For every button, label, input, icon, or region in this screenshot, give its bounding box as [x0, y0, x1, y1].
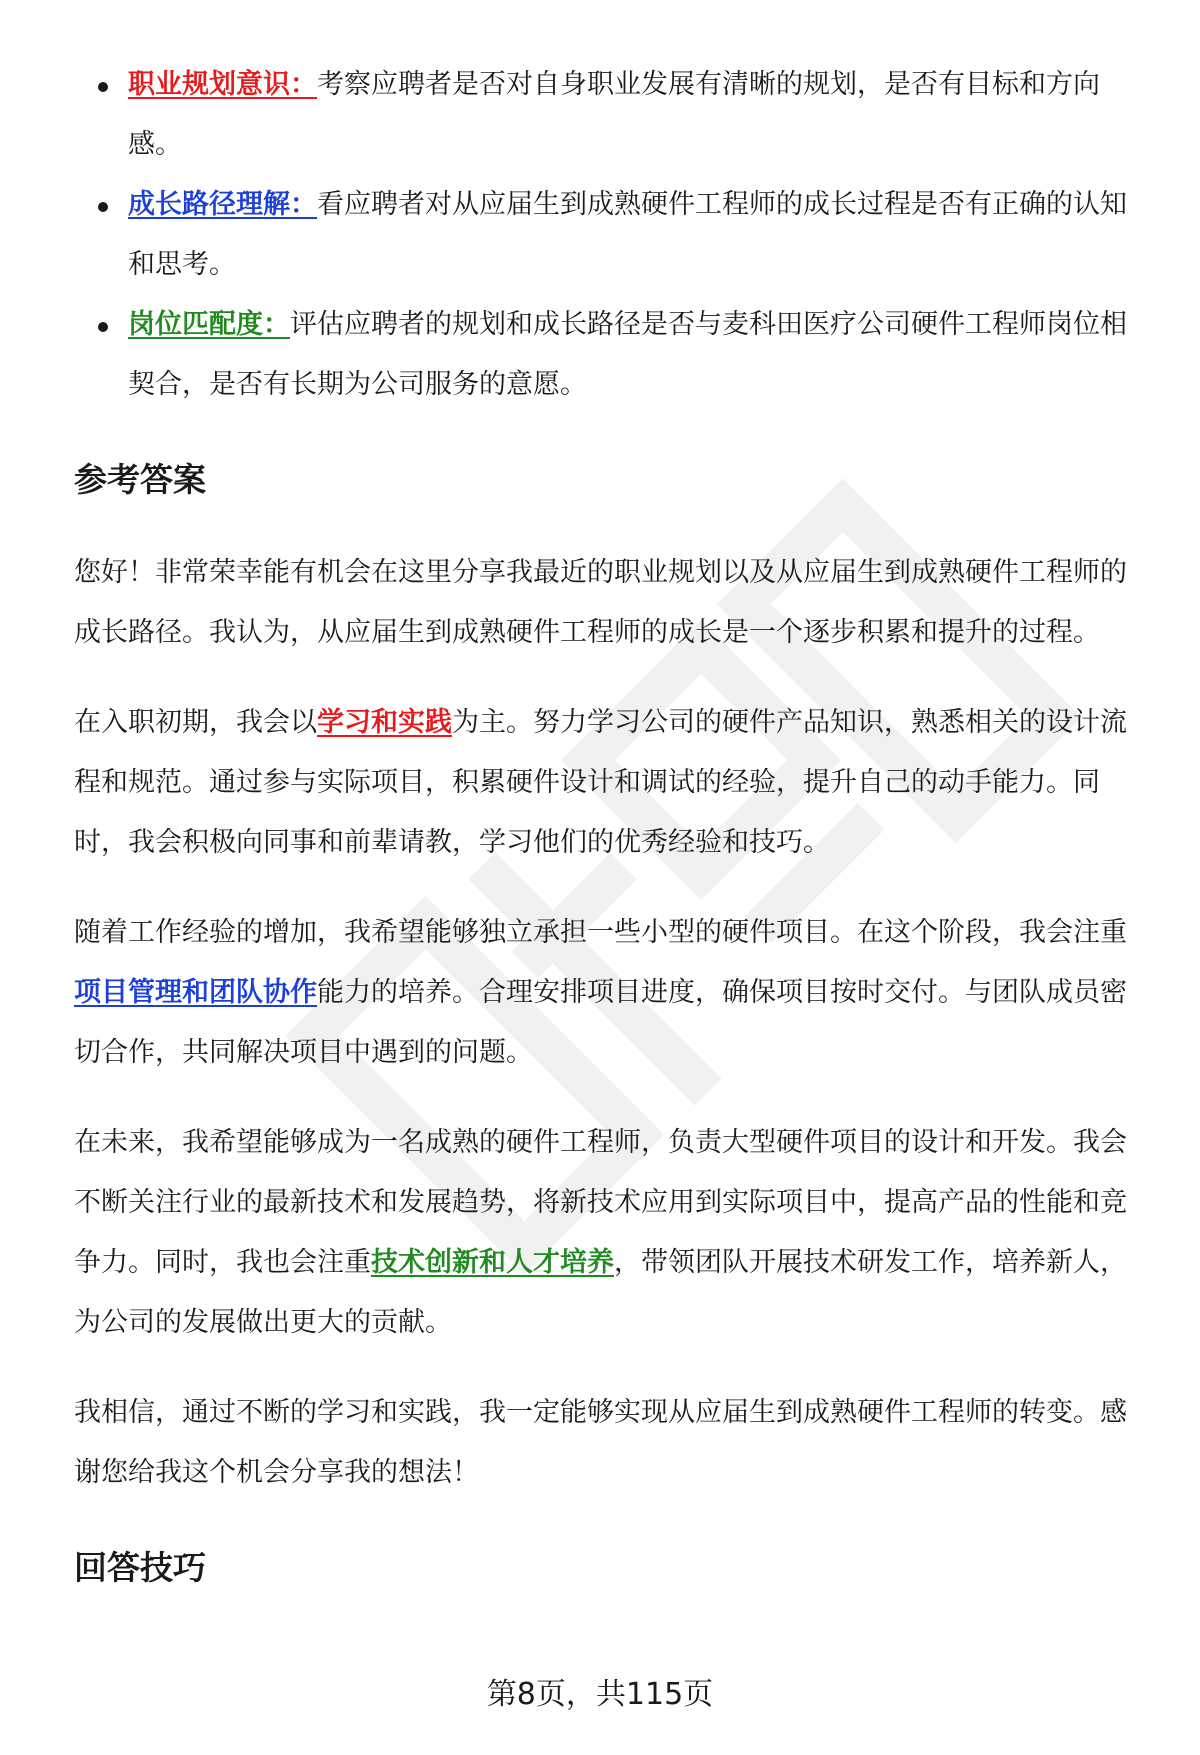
list-item [74, 175, 1146, 295]
criteria-keyword: 职业规划意识： [128, 69, 317, 100]
answer-paragraph [74, 1113, 1146, 1353]
criteria-text: 看应聘者对从应届生到成熟硬件工程师的成长过程是否有正确的认知和思考。 [128, 189, 1127, 280]
highlight-learning-practice: 学习和实践 [317, 707, 452, 738]
bullet-icon [98, 322, 108, 332]
bullet-icon [98, 202, 108, 212]
page-number: 第8页，共115页 [486, 1677, 714, 1712]
list-item [74, 295, 1146, 415]
paragraph-text: 在未来，我希望能够成为一名成熟的硬件工程师，负责大型硬件项目的设计和开发。我会不断关注行业的最新技术和发展趋势，将新技术应用到实际项目中，提高产品的性能和竞争力。同时，我也会注重 [74, 1127, 1127, 1278]
section-heading-reference-answer: 参考答案 [74, 460, 206, 499]
highlight-project-management: 项目管理和团队协作 [74, 977, 317, 1008]
highlight-innovation-talent: 技术创新和人才培养 [371, 1247, 614, 1278]
list-item [74, 55, 1146, 175]
criteria-text: 考察应聘者是否对自身职业发展有清晰的规划，是否有目标和方向感。 [128, 69, 1100, 160]
paragraph-text: 随着工作经验的增加，我希望能够独立承担一些小型的硬件项目。在这个阶段，我会注重 [74, 917, 1127, 948]
evaluation-criteria-list [74, 55, 1146, 415]
paragraph-text: 能力的培养。合理安排项目进度，确保项目按时交付。与团队成员密切合作，共同解决项目中遇到的问题。 [74, 977, 1127, 1068]
criteria-keyword: 岗位匹配度： [128, 309, 290, 340]
criteria-text: 评估应聘者的规划和成长路径是否与麦科田医疗公司硬件工程师岗位相契合，是否有长期为公司服务的意愿。 [128, 309, 1127, 400]
answer-paragraph [74, 903, 1146, 1083]
answer-paragraph: 您好！非常荣幸能有机会在这里分享我最近的职业规划以及从应届生到成熟硬件工程师的成长路径。我认为，从应届生到成熟硬件工程师的成长是一个逐步积累和提升的过程。 [74, 557, 1127, 648]
document-page [74, 55, 1146, 1631]
answer-paragraph: 我相信，通过不断的学习和实践，我一定能够实现从应届生到成熟硬件工程师的转变。感谢您给我这个机会分享我的想法！ [74, 1397, 1127, 1488]
paragraph-text: 为主。努力学习公司的硬件产品知识，熟悉相关的设计流程和规范。通过参与实际项目，积累硬件设计和调试的经验，提升自己的动手能力。同时，我会积极向同事和前辈请教，学习他们的优秀经验和技巧。 [74, 707, 1127, 858]
criteria-keyword: 成长路径理解： [128, 189, 317, 220]
paragraph-text: 在入职初期，我会以 [74, 707, 317, 738]
answer-paragraph [74, 693, 1146, 873]
paragraph-text: ，带领团队开展技术研发工作，培养新人，为公司的发展做出更大的贡献。 [74, 1247, 1127, 1338]
bullet-icon [98, 82, 108, 92]
section-heading-answer-tips: 回答技巧 [74, 1548, 206, 1587]
